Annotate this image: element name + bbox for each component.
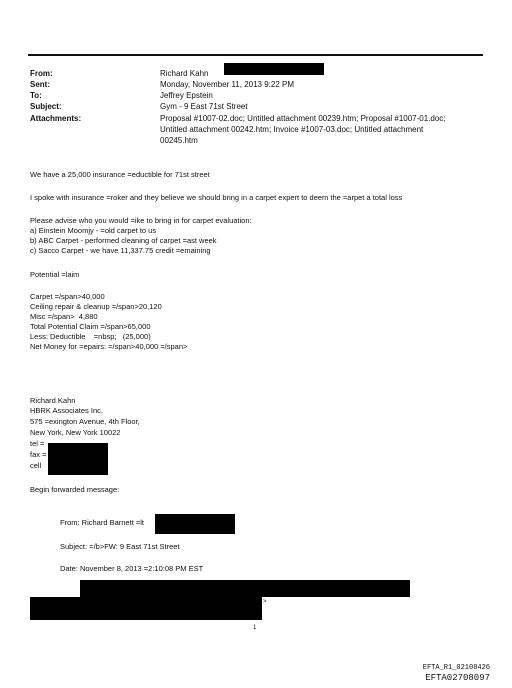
sent-label: Sent: [30, 80, 50, 89]
bates-number-2: EFTA02708097 [425, 673, 490, 683]
subject-label: Subject: [30, 102, 62, 111]
page-number: 1 [253, 625, 257, 631]
to-label: To: [30, 91, 42, 100]
signature-tel: tel = [30, 439, 45, 448]
claim-net: Net Money for =epairs: =/span>40,000 =/span> [30, 342, 188, 351]
signature-address-2: New York, New York 10022 [30, 428, 121, 437]
signature-address-1: 575 =exington Avenue, 4th Floor, [30, 417, 140, 426]
signature-company: HBRK Associates Inc. [30, 406, 103, 415]
claim-ceiling: Ceiling repair & cleanup =/span>20,120 [30, 302, 162, 311]
body-line-option-b: b) ABC Carpet - performed cleaning of carpet =ast week [30, 236, 217, 245]
from-label: From: [30, 69, 53, 78]
body-line-potential-claim: Potential =laim [30, 270, 80, 279]
from-value: Richard Kahn [160, 69, 209, 78]
forwarded-date: Date: November 8, 2013 =2:10:08 PM EST [60, 564, 204, 573]
bates-number-1: EFTA_R1_02108426 [422, 664, 490, 672]
attachments-label: Attachments: [30, 114, 82, 123]
top-rule [28, 54, 483, 56]
attachments-line-1: Proposal #1007-02.doc; Untitled attachment 00239.htm; Proposal #1007-01.doc; [160, 114, 446, 123]
claim-misc: Misc =/span> 4,880 [30, 312, 98, 321]
redaction-from-email [224, 63, 324, 75]
to-value: Jeffrey Epstein [160, 91, 213, 100]
claim-deductible: Less: Deductible =nbsp; (25,000) [30, 332, 151, 341]
body-line-insurance-broker: I spoke with insurance =roker and they believe we should bring in a carpet expert to deem the =arpet a total loss [30, 193, 403, 202]
forwarded-tail: > [263, 599, 267, 605]
attachments-line-2: Untitled attachment 00242.htm; Invoice #1007-03.doc; Untitled attachment [160, 125, 424, 134]
body-line-advise: Please advise who you would =ike to bring in for carpet evaluation: [30, 216, 252, 225]
claim-carpet: Carpet =/span>40,000 [30, 292, 105, 301]
subject-value: Gym - 9 East 71st Street [160, 102, 248, 111]
signature-name: Richard Kahn [30, 396, 76, 405]
sent-value: Monday, November 11, 2013 9:22 PM [160, 80, 294, 89]
claim-total: Total Potential Claim =/span>65,000 [30, 322, 151, 331]
redaction-forwarded-to-2 [30, 597, 262, 620]
redaction-forwarded-to-1 [80, 580, 410, 597]
forwarded-subject: Subject: =/b>FW: 9 East 71st Street [60, 542, 180, 551]
body-line-option-a: a) Einstein Moomjy - =old carpet to us [30, 226, 157, 235]
body-line-deductible: We have a 25,000 insurance =eductible for 71st street [30, 170, 210, 179]
forwarded-from: From: Richard Barnett =lt [60, 518, 144, 527]
attachments-line-3: 00245.htm [160, 136, 198, 145]
redaction-phone-numbers [48, 443, 108, 475]
redaction-forwarded-email [155, 514, 235, 534]
forwarded-intro: Begin forwarded message: [30, 485, 120, 494]
body-line-option-c: c) Sacco Carpet - we have 11,337.75 credit =emaining [30, 246, 211, 255]
signature-fax: fax = [30, 450, 47, 459]
signature-cell: cell [30, 461, 42, 470]
